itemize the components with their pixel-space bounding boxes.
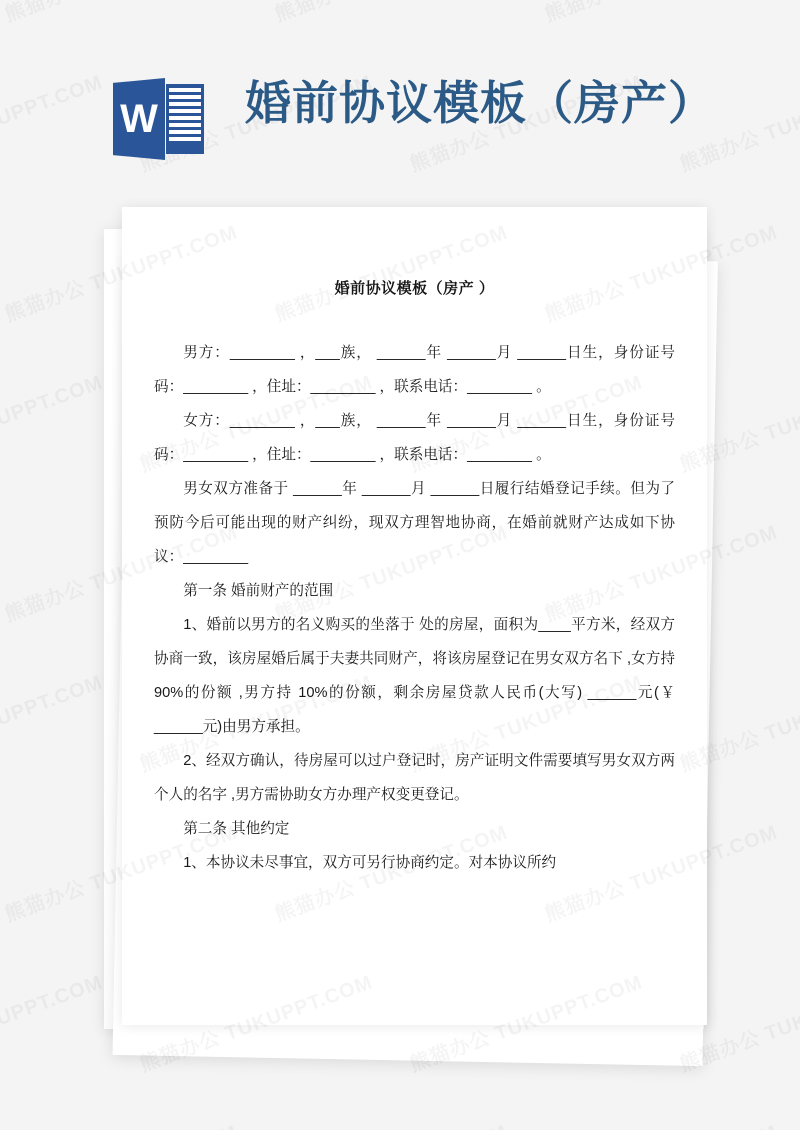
word-icon-letter: W [120,97,158,141]
word-icon-line [169,102,201,106]
word-icon-line [169,123,201,127]
paragraph-article-two-item-1: 1、本协议未尽事宜，双方可另行协商约定。对本协议所约 [183,855,557,871]
word-icon-document-lines [166,84,204,154]
paragraph-male-party: 男方：________ ，___族， ______年 ______月 ______日生，身份证号码：________ ，住址：________ ，联系电话：________ 。 [154,345,675,395]
document-body [154,336,675,880]
word-icon-line [169,109,201,113]
paragraph-female-party: 女方：________ ，___族， ______年 ______月 ______日生，身份证号码：________ ，住址：________ ，联系电话：________ 。 [154,413,675,463]
document-title: 婚前协议模板（房产 ） [334,280,495,297]
word-icon-line [169,130,201,134]
word-icon-line [169,137,201,141]
page-header [0,0,800,190]
document-content [122,207,707,1025]
page-title: 婚前协议模板（房产） [245,76,715,130]
paragraph-marriage-registration: 男女双方准备于 ______年 ______月 ______日履行结婚登记手续。但为了预防今后可能出现的财产纠纷，现双方理智地协商，在婚前就财产达成如下协议：________ [154,481,675,565]
word-icon-line [169,116,201,120]
heading-article-one: 第一条 婚前财产的范围 [183,583,334,599]
heading-article-two: 第二条 其他约定 [183,821,290,837]
word-icon [113,76,205,162]
paragraph-article-one-item-1: 1、婚前以男方的名义购买的坐落于 处的房屋，面积为____平方米，经双方协商一致，该房屋婚后属于夫妻共同财产，将该房屋登记在男女双方名下 ,女方持 90%的份额 ,男方持 10%的份额，剩余房屋贷款人民币(大写) ______元(￥ ______元)由男方承担。 [154,617,675,735]
paragraph-article-one-item-2: 2、经双方确认，待房屋可以过户登记时，房产证明文件需要填写男女双方两个人的名字 ,男方需协助女方办理产权变更登记。 [154,753,675,803]
word-icon-line [169,95,201,99]
word-icon-line [169,88,201,92]
document-page[interactable] [122,207,707,1025]
